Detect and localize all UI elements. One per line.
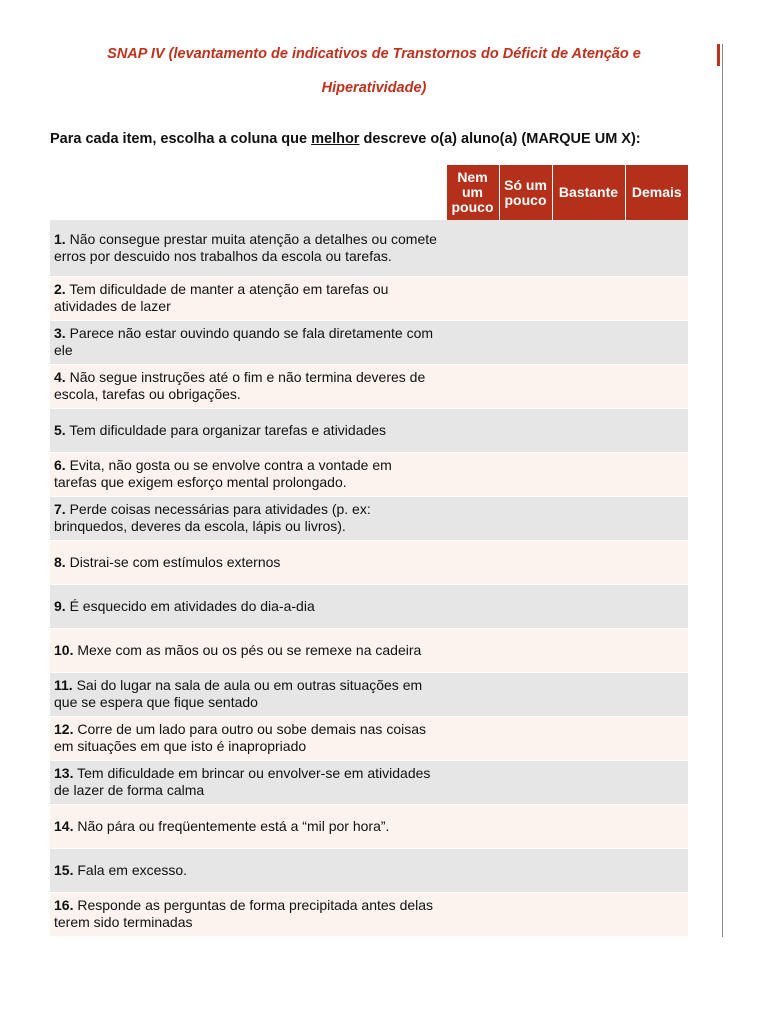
item-text-cell (50, 892, 446, 936)
table-row (50, 496, 688, 540)
answer-cell-so-um-pouco[interactable] (499, 320, 552, 364)
instructions (50, 131, 730, 147)
answer-cell-bastante[interactable] (552, 584, 625, 628)
table-row (50, 220, 688, 276)
answer-cell-so-um-pouco[interactable] (499, 540, 552, 584)
answer-cell-bastante[interactable] (552, 220, 625, 276)
table-row (50, 760, 688, 804)
answer-cell-nem-um-pouco[interactable] (446, 584, 499, 628)
answer-cell-nem-um-pouco[interactable] (446, 364, 499, 408)
item-number: 12. (54, 721, 74, 737)
column-header-so-um-pouco: Só um pouco (499, 165, 552, 220)
answer-cell-demais[interactable] (625, 892, 688, 936)
item-text-cell (50, 584, 446, 628)
answer-cell-bastante[interactable] (552, 320, 625, 364)
answer-cell-nem-um-pouco[interactable] (446, 716, 499, 760)
item-number: 8. (54, 553, 66, 570)
table-row (50, 320, 688, 364)
answer-cell-bastante[interactable] (552, 716, 625, 760)
table-row (50, 716, 688, 760)
answer-cell-bastante[interactable] (552, 628, 625, 672)
instructions-text: Para cada item, escolha a coluna que (50, 131, 312, 147)
item-number: 10. (54, 641, 74, 658)
answer-cell-demais[interactable] (625, 760, 688, 804)
item-text: Parece não estar ouvindo quando se fala diretamente com ele (54, 325, 434, 358)
item-number: 6. (54, 457, 66, 473)
answer-cell-so-um-pouco[interactable] (499, 628, 552, 672)
answer-cell-so-um-pouco[interactable] (499, 276, 552, 320)
table-row (50, 452, 688, 496)
answer-cell-so-um-pouco[interactable] (499, 672, 552, 716)
answer-cell-bastante[interactable] (552, 496, 625, 540)
table-row (50, 804, 688, 848)
item-text: Sai do lugar na sala de aula ou em outras situações em que se espera que fique sentado (54, 677, 423, 710)
item-number: 7. (54, 501, 66, 517)
item-text: Distrai-se com estímulos externos (65, 553, 281, 570)
table-row (50, 892, 688, 936)
table-row (50, 408, 688, 452)
item-text: Não consegue prestar muita atenção a detalhes ou comete erros por descuido nos trabalhos da escola ou tarefas. (54, 230, 437, 264)
item-text: Evita, não gosta ou se envolve contra a vontade em tarefas que exigem esforço mental prolongado. (54, 457, 392, 490)
answer-cell-nem-um-pouco[interactable] (446, 276, 499, 320)
column-header-nem-um-pouco: Nem um pouco (446, 165, 499, 220)
answer-cell-so-um-pouco[interactable] (499, 496, 552, 540)
item-number: 11. (54, 677, 73, 693)
page-title: SNAP IV (levantamento de indicativos de Transtornos do Déficit de Atenção e (107, 46, 641, 62)
answer-cell-demais[interactable] (625, 364, 688, 408)
item-number: 4. (54, 369, 66, 385)
item-text: Tem dificuldade para organizar tarefas e atividades (65, 421, 387, 438)
item-text-cell (50, 848, 446, 892)
answer-cell-bastante[interactable] (552, 760, 625, 804)
answer-cell-demais[interactable] (625, 672, 688, 716)
item-number: 9. (54, 597, 66, 614)
item-text: Não pára ou freqüentemente está a “mil por hora”. (73, 817, 390, 834)
item-text-cell (50, 452, 446, 496)
answer-cell-bastante[interactable] (552, 276, 625, 320)
item-text-cell (50, 364, 446, 408)
answer-cell-demais[interactable] (625, 716, 688, 760)
answer-cell-demais[interactable] (625, 804, 688, 848)
answer-cell-nem-um-pouco[interactable] (446, 760, 499, 804)
answer-cell-demais[interactable] (625, 584, 688, 628)
answer-cell-nem-um-pouco[interactable] (446, 320, 499, 364)
answer-cell-nem-um-pouco[interactable] (446, 220, 499, 276)
instructions-text-end: descreve o(a) aluno(a) (MARQUE UM X): (359, 131, 641, 147)
answer-cell-bastante[interactable] (552, 804, 625, 848)
answer-cell-demais[interactable] (625, 220, 688, 276)
answer-cell-so-um-pouco[interactable] (499, 716, 552, 760)
answer-cell-nem-um-pouco[interactable] (446, 628, 499, 672)
answer-cell-demais[interactable] (625, 628, 688, 672)
answer-cell-demais[interactable] (625, 496, 688, 540)
table-header-row (50, 165, 688, 220)
table-row (50, 628, 688, 672)
answer-cell-so-um-pouco[interactable] (499, 804, 552, 848)
item-number: 16. (54, 897, 74, 913)
snap-iv-table (50, 165, 688, 937)
item-text-cell (50, 628, 446, 672)
item-text: Tem dificuldade em brincar ou envolver-se em atividades de lazer de forma calma (54, 765, 431, 798)
item-text: Mexe com as mãos ou os pés ou se remexe na cadeira (73, 641, 422, 658)
answer-cell-so-um-pouco[interactable] (499, 760, 552, 804)
item-text: Fala em excesso. (73, 861, 188, 878)
item-text: Corre de um lado para outro ou sobe demais nas coisas em situações em que isto é inapropriado (54, 721, 426, 754)
item-text: Perde coisas necessárias para atividades (p. ex: brinquedos, deveres da escola, lápis ou livros). (54, 501, 371, 534)
answer-cell-demais[interactable] (625, 320, 688, 364)
answer-cell-demais[interactable] (625, 452, 688, 496)
answer-cell-bastante[interactable] (552, 672, 625, 716)
answer-cell-nem-um-pouco[interactable] (446, 452, 499, 496)
item-number: 13. (54, 765, 74, 781)
item-text: É esquecido em atividades do dia-a-dia (65, 597, 315, 614)
answer-cell-bastante[interactable] (552, 452, 625, 496)
table-row (50, 540, 688, 584)
answer-cell-so-um-pouco[interactable] (499, 408, 552, 452)
page-title-line2: Hiperatividade) (321, 80, 427, 96)
item-text-cell (50, 716, 446, 760)
answer-cell-bastante[interactable] (552, 892, 625, 936)
answer-cell-so-um-pouco[interactable] (499, 848, 552, 892)
item-number: 1. (54, 230, 66, 247)
item-text-cell (50, 408, 446, 452)
table-row (50, 584, 688, 628)
item-number: 15. (54, 861, 74, 878)
answer-cell-nem-um-pouco[interactable] (446, 540, 499, 584)
item-text: Não segue instruções até o fim e não termina deveres de escola, tarefas ou obrigações. (54, 369, 426, 402)
answer-cell-so-um-pouco[interactable] (499, 364, 552, 408)
item-text: Tem dificuldade de manter a atenção em tarefas ou atividades de lazer (54, 281, 389, 314)
table-row (50, 364, 688, 408)
answer-cell-demais[interactable] (625, 540, 688, 584)
answer-cell-bastante[interactable] (552, 848, 625, 892)
column-header-demais: Demais (625, 165, 688, 220)
item-number: 2. (54, 281, 66, 297)
answer-cell-demais[interactable] (625, 848, 688, 892)
table-row (50, 276, 688, 320)
item-text-cell (50, 672, 446, 716)
item-number: 5. (54, 421, 66, 438)
answer-cell-nem-um-pouco[interactable] (446, 804, 499, 848)
item-text: Responde as perguntas de forma precipitada antes delas terem sido terminadas (54, 897, 434, 930)
answer-cell-bastante[interactable] (552, 540, 625, 584)
answer-cell-nem-um-pouco[interactable] (446, 496, 499, 540)
answer-cell-nem-um-pouco[interactable] (446, 892, 499, 936)
page-edge-divider (722, 44, 723, 937)
margin-marker (717, 44, 720, 66)
answer-cell-so-um-pouco[interactable] (499, 452, 552, 496)
item-text-cell (50, 496, 446, 540)
answer-cell-so-um-pouco[interactable] (499, 220, 552, 276)
answer-cell-nem-um-pouco[interactable] (446, 848, 499, 892)
table-row (50, 672, 688, 716)
answer-cell-demais[interactable] (625, 276, 688, 320)
answer-cell-so-um-pouco[interactable] (499, 892, 552, 936)
item-number: 14. (54, 817, 74, 834)
answer-cell-so-um-pouco[interactable] (499, 584, 552, 628)
answer-cell-bastante[interactable] (552, 364, 625, 408)
item-text-cell (50, 276, 446, 320)
item-text-cell (50, 540, 446, 584)
item-text-cell (50, 320, 446, 364)
item-column-header (50, 165, 446, 220)
table-row (50, 848, 688, 892)
answer-cell-nem-um-pouco[interactable] (446, 672, 499, 716)
instructions-emphasis: melhor (311, 131, 360, 147)
item-text-cell (50, 760, 446, 804)
item-text-cell (50, 804, 446, 848)
item-text-cell (50, 220, 446, 276)
item-number: 3. (54, 325, 66, 341)
answer-cell-bastante[interactable] (552, 408, 625, 452)
column-header-bastante: Bastante (552, 165, 625, 220)
answer-cell-demais[interactable] (625, 408, 688, 452)
answer-cell-nem-um-pouco[interactable] (446, 408, 499, 452)
